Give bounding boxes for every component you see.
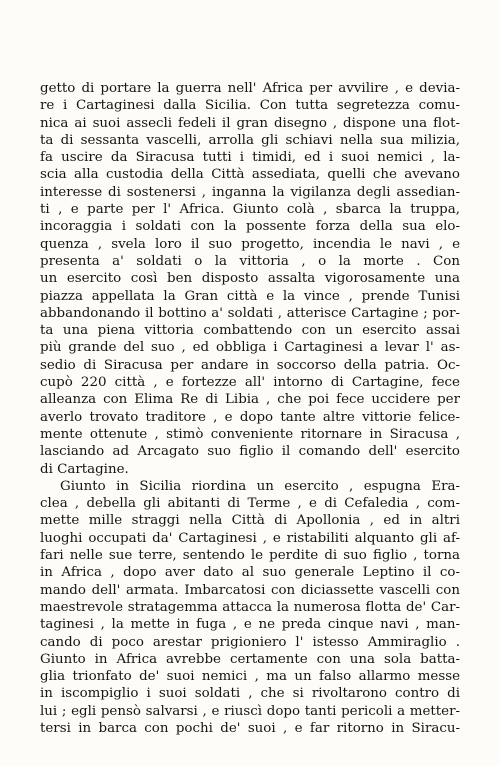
text-line: ta una piena vittoria combattendo con un esercito assai bbox=[40, 323, 460, 339]
text-line: luoghi occupati da' Cartaginesi , e ristabiliti alquanto gli af- bbox=[40, 530, 460, 546]
text-line: ti , e parte per l' Africa. Giunto colà , sbarca la truppa, bbox=[40, 202, 460, 218]
text-line: in Africa , dopo aver dato al suo generale Leptino il co- bbox=[40, 565, 460, 581]
text-line: nica ai suoi assecli fedeli il gran disegno , dispone una flot- bbox=[40, 115, 460, 131]
text-line: fari nelle sue terre, sentendo le perdite di suo figlio , torna bbox=[40, 548, 460, 564]
text-line: re i Cartaginesi dalla Sicilia. Con tutta segretezza comu- bbox=[40, 98, 460, 114]
text-line: incoraggia i soldati con la possente forza della sua elo- bbox=[40, 219, 460, 235]
text-line: cupò 220 città , e fortezze all' intorno di Cartagine, fece bbox=[40, 375, 460, 391]
text-line: lasciando ad Arcagato suo figlio il comando dell' esercito bbox=[40, 444, 460, 460]
text-line: getto di portare la guerra nell' Africa per avvilire , e devia- bbox=[40, 81, 460, 96]
text-line: interesse di sostenersi , inganna la vigilanza degli assedian- bbox=[40, 184, 460, 200]
text-line: fa uscire da Siracusa tutti i timidi, ed i suoi nemici , la- bbox=[40, 150, 460, 166]
text-line: abbandonando il bottino a' soldati , atterisce Cartagine ; por- bbox=[40, 305, 460, 321]
text-line: clea , debella gli abitanti di Terme , e di Cefaledia , com- bbox=[40, 496, 460, 512]
text-line: cando di poco arestar prigioniero l' istesso Ammiraglio . bbox=[40, 634, 460, 650]
text-line: in iscompiglio i suoi soldati , che si rivoltarono contro di bbox=[40, 686, 460, 702]
text-line: averlo trovato traditore , e dopo tante altre vittorie felice- bbox=[40, 409, 460, 425]
text-line: sedio di Siracusa per andare in soccorso della patria. Oc- bbox=[40, 357, 460, 373]
text-line: quenza , svela loro il suo progetto, incendia le navi , e bbox=[40, 236, 460, 252]
text-line: mente ottenute , stimò conveniente ritornare in Siracusa , bbox=[40, 426, 460, 442]
text-line: più grande del suo , ed obbliga i Cartaginesi a levar l' as- bbox=[40, 340, 460, 356]
text-line: ta di sessanta vascelli, arrolla gli schiavi nella sua milizia, bbox=[40, 132, 460, 148]
text-line: alleanza con Elima Re di Libia , che poi fece uccidere per bbox=[40, 392, 460, 408]
text-line: lui ; egli pensò salvarsi , e riuscì dopo tanti pericoli a metter- bbox=[40, 703, 460, 719]
text-line: taginesi , la mette in fuga , e ne preda cinque navi , man- bbox=[40, 617, 460, 633]
text-line: scia alla custodia della Città assediata, quelli che avevano bbox=[40, 167, 460, 183]
text-line: di Cartagine. bbox=[40, 461, 129, 477]
text-line: presenta a' soldati o la vittoria , o la morte . Con bbox=[40, 253, 460, 269]
text-line: piazza appellata la Gran città e la vince , prende Tunisi bbox=[40, 288, 460, 304]
text-line: un esercito così ben disposto assalta vigorosamente una bbox=[40, 271, 460, 287]
text-line: mette mille straggi nella Città di Apollonia , ed in altri bbox=[40, 513, 460, 529]
text-line: maestrevole stratagemma attacca la numerosa flotta de' Car- bbox=[40, 599, 460, 615]
page-text bbox=[40, 80, 460, 737]
text-line: mando dell' armata. Imbarcatosi con diciassette vascelli con bbox=[40, 582, 460, 598]
text-line: glia trionfato de' suoi nemici , ma un falso allarmo messe bbox=[40, 669, 460, 685]
text-line: tersi in barca con pochi de' suoi , e far ritorno in Siracu- bbox=[40, 720, 460, 736]
text-line: Giunto in Sicilia riordina un esercito , espugna Era- bbox=[60, 478, 460, 494]
text-line: Giunto in Africa avrebbe certamente con una sola batta- bbox=[40, 651, 460, 667]
